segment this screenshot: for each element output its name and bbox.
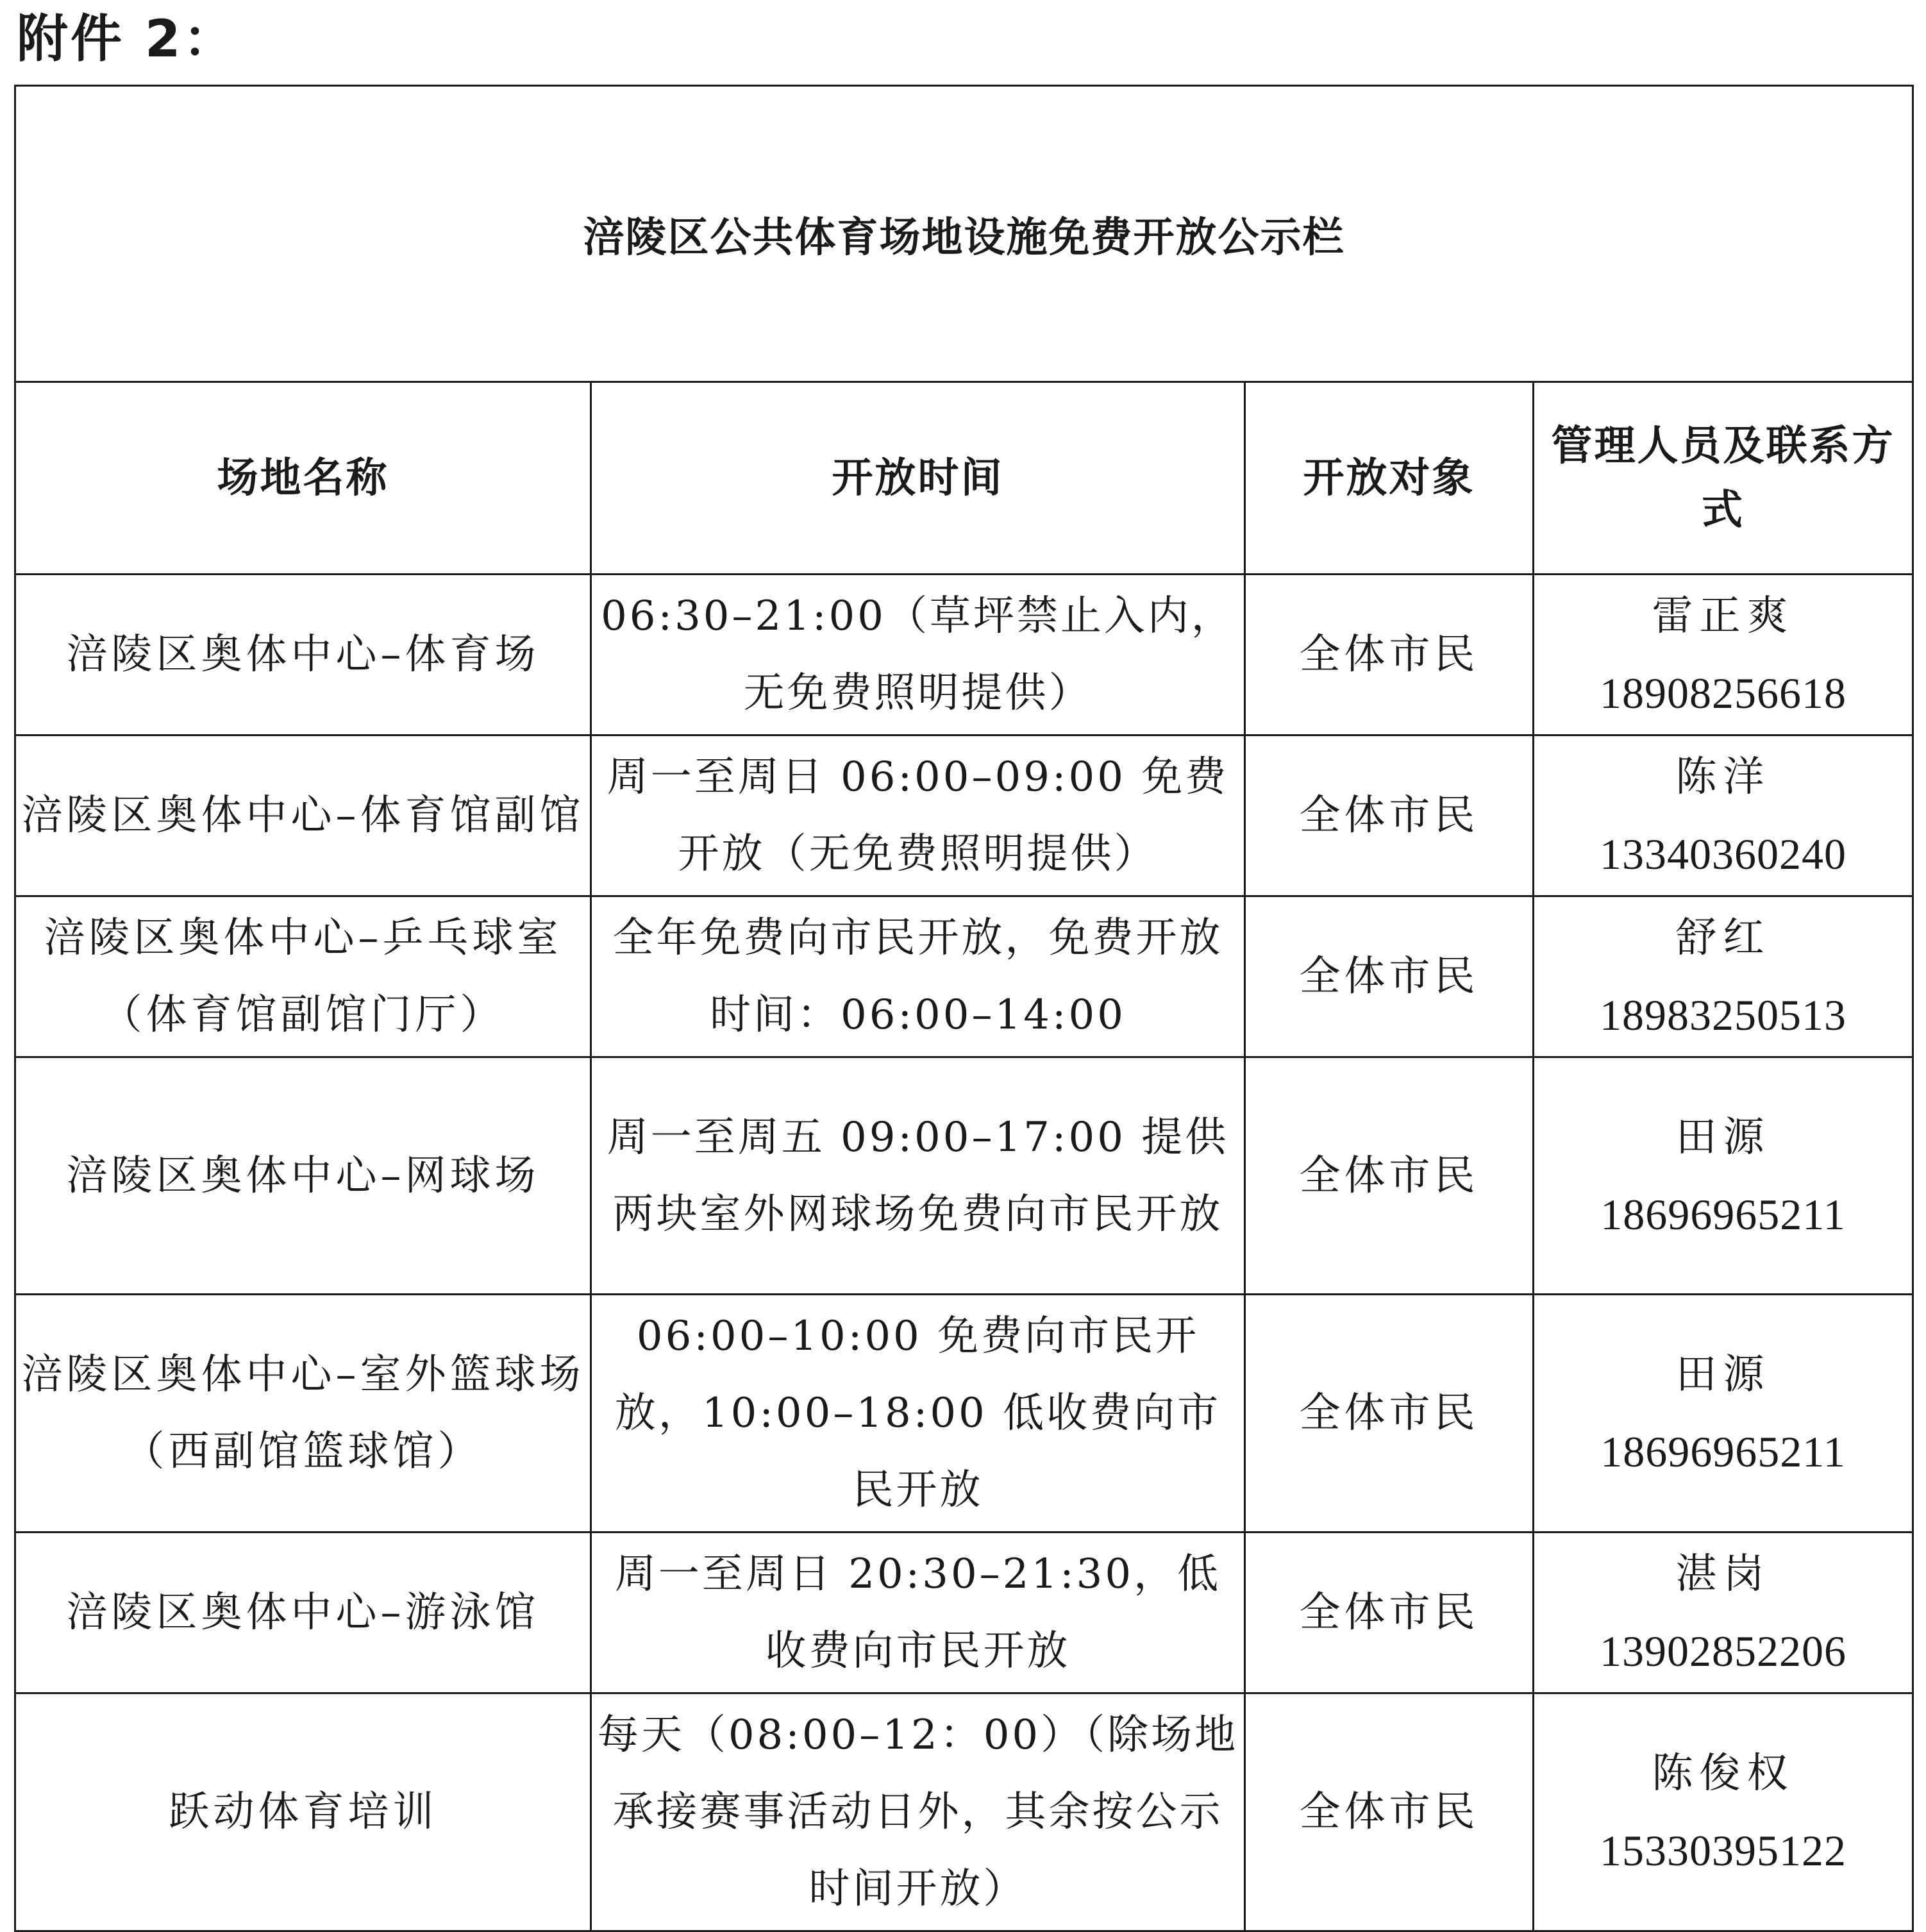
contact-cell — [1534, 575, 1913, 735]
header-row — [15, 382, 1913, 575]
table-row — [15, 735, 1913, 896]
hours-cell: 每天（08:00–12：00）（除场地承接赛事活动日外，其余按公示时间开放） — [591, 1693, 1245, 1931]
manager-name: 舒红 — [1675, 914, 1771, 962]
manager-phone: 18696965211 — [1600, 1427, 1846, 1476]
header-venue: 场地名称 — [15, 382, 591, 575]
manager-name: 湛岗 — [1675, 1550, 1771, 1598]
header-hours: 开放时间 — [591, 382, 1245, 575]
audience-cell: 全体市民 — [1245, 1295, 1534, 1533]
table-title: 涪陵区公共体育场地设施免费开放公示栏 — [15, 86, 1913, 382]
hours-cell: 全年免费向市民开放，免费开放时间：06:00–14:00 — [591, 896, 1245, 1057]
contact-cell — [1534, 1057, 1913, 1295]
table-row — [15, 896, 1913, 1057]
manager-phone: 18696965211 — [1600, 1189, 1846, 1239]
manager-phone: 15330395122 — [1600, 1826, 1846, 1875]
audience-cell: 全体市民 — [1245, 1533, 1534, 1693]
venue-cell: 涪陵区奥体中心–游泳馆 — [15, 1533, 591, 1693]
audience-cell: 全体市民 — [1245, 896, 1534, 1057]
audience-cell: 全体市民 — [1245, 1057, 1534, 1295]
table-row — [15, 1533, 1913, 1693]
audience-cell: 全体市民 — [1245, 1693, 1534, 1931]
attachment-label: 附件 2： — [17, 9, 237, 69]
venue-cell: 涪陵区奥体中心–体育场 — [15, 575, 591, 735]
hours-cell: 06:00–10:00 免费向市民开放，10:00–18:00 低收费向市民开放 — [591, 1295, 1245, 1533]
manager-phone: 13902852206 — [1600, 1627, 1846, 1676]
manager-name: 雷正爽 — [1652, 592, 1795, 640]
venue-cell: 涪陵区奥体中心–乒乓球室（体育馆副馆门厅） — [15, 896, 591, 1057]
table-row — [15, 575, 1913, 735]
audience-cell: 全体市民 — [1245, 735, 1534, 896]
header-audience: 开放对象 — [1245, 382, 1534, 575]
contact-cell — [1534, 735, 1913, 896]
manager-name: 田源 — [1675, 1113, 1771, 1161]
title-row — [15, 86, 1913, 382]
manager-phone: 18983250513 — [1600, 991, 1846, 1039]
hours-cell: 周一至周日 20:30–21:30，低收费向市民开放 — [591, 1533, 1245, 1693]
header-contact: 管理人员及联系方式 — [1534, 382, 1913, 575]
contact-cell — [1534, 1295, 1913, 1533]
notice-table — [14, 85, 1914, 1932]
manager-name: 田源 — [1675, 1351, 1771, 1399]
contact-cell — [1534, 1693, 1913, 1931]
manager-phone: 13340360240 — [1600, 830, 1846, 878]
table-row — [15, 1693, 1913, 1931]
table-row — [15, 1057, 1913, 1295]
venue-cell: 涪陵区奥体中心–体育馆副馆 — [15, 735, 591, 896]
hours-cell: 06:30–21:00（草坪禁止入内，无免费照明提供） — [591, 575, 1245, 735]
audience-cell: 全体市民 — [1245, 575, 1534, 735]
hours-cell: 周一至周五 09:00–17:00 提供两块室外网球场免费向市民开放 — [591, 1057, 1245, 1295]
manager-name: 陈俊权 — [1652, 1750, 1795, 1797]
hours-cell: 周一至周日 06:00–09:00 免费开放（无免费照明提供） — [591, 735, 1245, 896]
contact-cell — [1534, 1533, 1913, 1693]
venue-cell: 涪陵区奥体中心–室外篮球场（西副馆篮球馆） — [15, 1295, 591, 1533]
manager-phone: 18908256618 — [1600, 669, 1846, 718]
venue-cell: 涪陵区奥体中心–网球场 — [15, 1057, 591, 1295]
table-row — [15, 1295, 1913, 1533]
venue-cell: 跃动体育培训 — [15, 1693, 591, 1931]
manager-name: 陈洋 — [1675, 753, 1771, 801]
contact-cell — [1534, 896, 1913, 1057]
